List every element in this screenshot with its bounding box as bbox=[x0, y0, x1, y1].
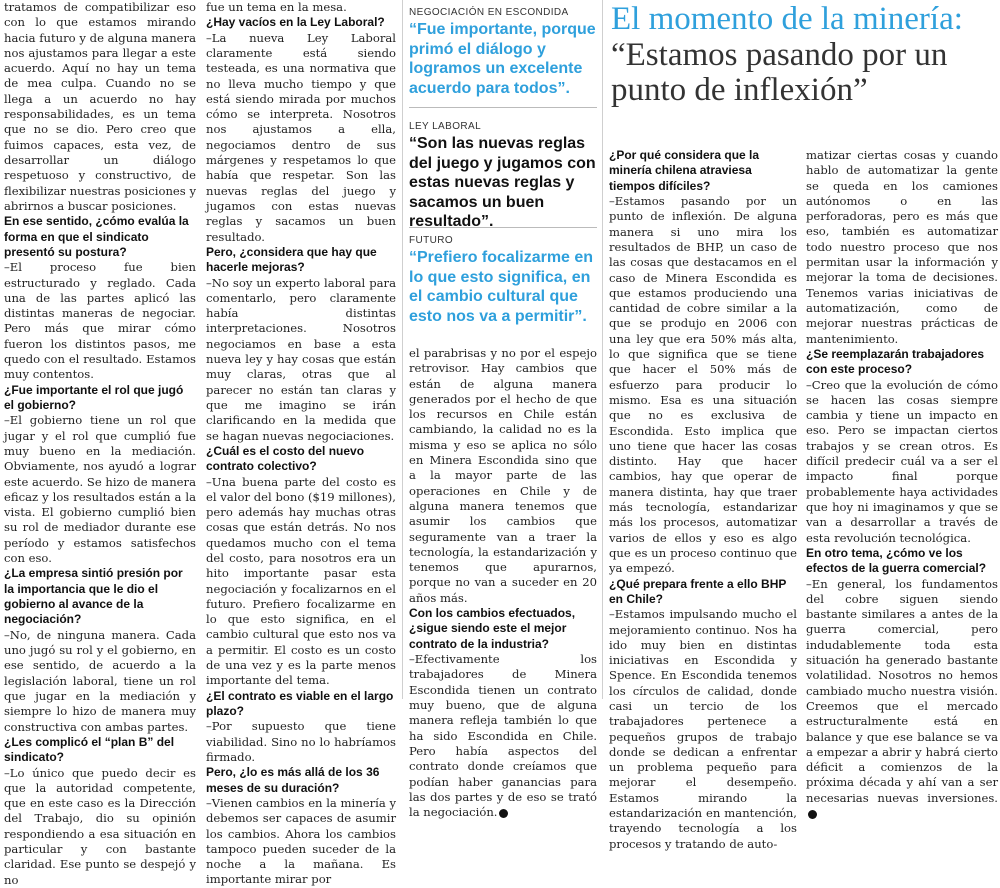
title-line-1: El momento de la minería: bbox=[611, 1, 963, 37]
pullquote-label: LEY LABORAL bbox=[409, 121, 482, 132]
article-column-3 bbox=[409, 346, 597, 820]
interview-answer: –El proceso fue bien estructurado y reglado. Cada una de las partes aplicó las distintas maneras de negociar. Pero más que mirar cómo fueron los distintos pasos, me quedo con el resultado. Estamos muy contentos. bbox=[4, 260, 196, 382]
column-divider bbox=[402, 0, 403, 699]
interview-question: ¿Fue importante el rol que jugó el gobierno? bbox=[4, 382, 184, 412]
interview-question: ¿La empresa sintió presión por la importancia que le dio el gobierno al avance de la negociación? bbox=[4, 566, 183, 627]
article-title bbox=[611, 2, 997, 109]
interview-answer: –No, de ninguna manera. Cada uno jugó su rol y el gobierno, en ese sentido, de acuerdo a la legislación laboral, tiene un rol que jugar en la mediación y siempre lo hizo de manera muy constructiva con ambas partes. bbox=[4, 627, 196, 734]
interview-answer: –En general, los fundamentos del cobre siguen siendo bastante similares a antes de la guerra comercial, pero indudablemente toda esta situación ha generado bastante volatilidad. Nosotros no hemos cambiado mucho nuestra visión. Creemos que el mercado estructuralmente está en balance y que ese balance se va a empezar a abrir y habrá cierto déficit a comienzos de la próxima década y ahí van a ser necesarias nuevas inversiones. bbox=[806, 577, 998, 822]
interview-question: En ese sentido, ¿cómo evalúa la forma en que el sindicato presentó su postura? bbox=[4, 214, 189, 259]
pullquote-text: “Prefiero focalizarme en lo que esto significa, en el cambio cultural que esto nos va a permitir”. bbox=[409, 249, 594, 325]
article-column-2 bbox=[206, 0, 396, 887]
interview-question: ¿Qué prepara frente a ello BHP en Chile? bbox=[609, 576, 787, 606]
interview-answer: –No soy un experto laboral para comentarlo, pero claramente había distintas interpretaciones. Nosotros negociamos en base a esta nueva ley y hay cosas que están muy claras, otras que al parecer no están tan claras y que me imagino se irán clarificando en la medida que se hagan nuevas negociaciones. bbox=[206, 275, 396, 443]
interview-question: Pero, ¿lo es más allá de los 36 meses de su duración? bbox=[206, 765, 380, 795]
interview-question: ¿Se reemplazarán trabajadores con este proceso? bbox=[806, 346, 985, 377]
interview-answer: –Por supuesto que tiene viabilidad. Sino no lo habríamos firmado. bbox=[206, 719, 396, 764]
title-line-2: “Estamos pasando por un punto de inflexión” bbox=[611, 36, 948, 109]
interview-answer: –Lo único que puedo decir es que la autoridad competente, que en este caso es la Dirección del Trabajo, dio su opinión respondiendo a esa situación en particular y con bastante claridad. Ese punto se despejó y no bbox=[4, 765, 196, 887]
interview-answer: –Estamos pasando por un punto de inflexión. De alguna manera si uno mira los resultados de BHP, un caso de las cosas que destacamos en el caso de Minera Escondida es que estamos produciendo una cantidad de cobre similar a la que se produjo en 2006 con una ley que era 50% más alta, lo que significa que se tiene que hacer el 50% más de esfuerzo para producir lo mismo. Esa es una situación que no es exclusiva de Escondida. Esto implica que uno tiene que hacer las cosas distinto. Hay que hacer cambios, hay que operar de manera distinta, hay que traer más tecnología, estandarizar más los procesos, automatizar varios de ellos y eso es algo que es un proceso continuo que ya empezó. bbox=[609, 194, 797, 576]
article-column-5 bbox=[806, 148, 998, 805]
interview-answer: –La nueva Ley Laboral claramente está siendo testeada, es una normativa que no lleva mucho tiempo y que está siendo mirada por muchos cómo se interpreta. Nosotros nos ajustamos a ella, negociamos dentro de sus márgenes y respetamos lo que había que respetar. Son las nuevas reglas del juego y jugamos con estas nuevas reglas y sacamos un buen resultado. bbox=[206, 30, 396, 244]
interview-question: ¿El contrato es viable en el largo plazo? bbox=[206, 688, 394, 719]
pullquote-text: “Fue importante, porque primó el diálogo y logramos un excelente acuerdo para todos”. bbox=[409, 21, 596, 97]
interview-answer: –Vienen cambios en la minería y debemos ser capaces de asumir los cambios. Ahora los cambios tampoco pueden suceder de la noche a la mañana. Es importante mirar por bbox=[206, 796, 396, 887]
interview-question: ¿Cuál es el costo del nuevo contrato colectivo? bbox=[206, 443, 365, 474]
interview-answer: –El gobierno tiene un rol que jugar y el rol que cumplió fue muy bueno en la mediación. Obviamente, nos ayudó a lograr este acuerdo. Se hizo de manera eficaz y los resultados están a la vista. El gobierno cumplió bien su rol de mediador durante ese período y estamos satisfechos con eso. bbox=[4, 413, 196, 565]
interview-answer: –Estamos impulsando mucho el mejoramiento continuo. Nos ha ido muy bien en distintas iniciativas en Escondida y Spence. En Escondida tenemos los círculos de calidad, donde casi un tercio de los trabajadores pertenece a pequeños grupos de trabajo donde se dedican a enfrentar un problema pequeño para mejorar el desempeño. Estamos mirando la estandarización en mantención, trayendo tecnología a los procesos y tratando de auto- bbox=[609, 607, 797, 851]
interview-answer: fue un tema en la mesa. bbox=[206, 0, 347, 14]
pullquote-text: “Son las nuevas reglas del juego y jugamos con estas nuevas reglas y sacamos un buen resultado”. bbox=[409, 135, 596, 231]
interview-answer: tratamos de compatibilizar eso con lo que estamos mirando hacia futuro y de alguna manera nos ajustamos para llegar a este acuerdo. Aquí no hay un tema de mea culpa. Cuando no se llega a un acuerdo no hay responsabilidades, es un tema que no se dio. Pero creo que fuimos capaces, esta vez, de desarrollar un diálogo respetuoso y constructivo, de flexibilizar nuestras posiciones y abrirnos a buscar posiciones. bbox=[4, 0, 196, 213]
interview-answer: –Una buena parte del costo es el valor del bono ($19 millones), pero además hay muchas otras cosas que están detrás. No nos quedamos mucho con el tema del costo, para nosotros era un hito importante pasar esta negociación y focalizarnos en el futuro. Prefiero focalizarme en lo que esto significa, en el cambio cultural que esto nos va a permitir. El costo es un costo de una vez y es la parte menos importante del tema. bbox=[206, 474, 396, 688]
article-column-1 bbox=[4, 0, 196, 887]
interview-answer: –Efectivamente los trabajadores de Minera Escondida tienen un contrato muy bueno, que de alguna manera refleja también lo que ha sido Escondida en Chile. Pero había aspectos del contrato donde creíamos que podían haber ganancias para las dos partes y de eso se trató la negociación. bbox=[409, 652, 597, 820]
interview-question: Con los cambios efectuados, ¿sigue siendo este el mejor contrato de la industria? bbox=[409, 606, 576, 651]
interview-question: ¿Por qué considera que la minería chilena atraviesa tiempos difíciles? bbox=[609, 148, 760, 193]
interview-question: Pero, ¿considera que hay que hacerle mejoras? bbox=[206, 244, 377, 275]
end-of-article-icon bbox=[499, 809, 508, 818]
pullquote-label: FUTURO bbox=[409, 235, 454, 246]
pullquote-label: NEGOCIACIÓN EN ESCONDIDA bbox=[409, 7, 569, 18]
pullquote-negociacion bbox=[409, 7, 597, 108]
pullquote-ley-laboral bbox=[409, 121, 597, 231]
end-of-article-icon bbox=[808, 810, 817, 819]
interview-answer: matizar ciertas cosas y cuando hablo de automatizar la gente se queda en los camiones autónomos o en las perforadoras, pero es más que eso, también es automatizar todo nuestro proceso que nos permitan usar la información y mejorar la toma de decisiones. Tenemos varias iniciativas de automatización, como de mejorar nuestras prácticas de mantenimiento. bbox=[806, 148, 998, 346]
pullquote-futuro bbox=[409, 235, 597, 335]
article-column-4 bbox=[609, 148, 797, 851]
interview-question: En otro tema, ¿cómo ve los efectos de la guerra comercial? bbox=[806, 545, 987, 576]
column-divider bbox=[602, 0, 603, 699]
interview-question: ¿Les complicó el “plan B” del sindicato? bbox=[4, 734, 175, 765]
interview-question: ¿Hay vacíos en la Ley Laboral? bbox=[206, 15, 385, 30]
interview-answer: –Creo que la evolución de cómo se hacen las cosas siempre cambia y tiene un impacto en eso. Pero se impactan ciertos trabajos y se crean otros. Es difícil predecir cuál va a ser el impacto final porque probablemente haya actividades que hoy ni imaginamos y que se van a desarrollar a través de esta revolución tecnológica. bbox=[806, 377, 998, 545]
interview-answer: el parabrisas y no por el espejo retrovisor. Hay cambios que están de alguna manera generados por el hecho de que los recursos en Chile están cambiando, la calidad no es la misma y eso se aplica no sólo en Minera Escondida sino que a la mayor parte de las operaciones en Chile y de alguna manera tenemos que asumir los cambios que seguramente van a traer la tecnología, la estandarización y tenemos que apurarnos, porque no van a suceder en 20 años más. bbox=[409, 346, 597, 605]
